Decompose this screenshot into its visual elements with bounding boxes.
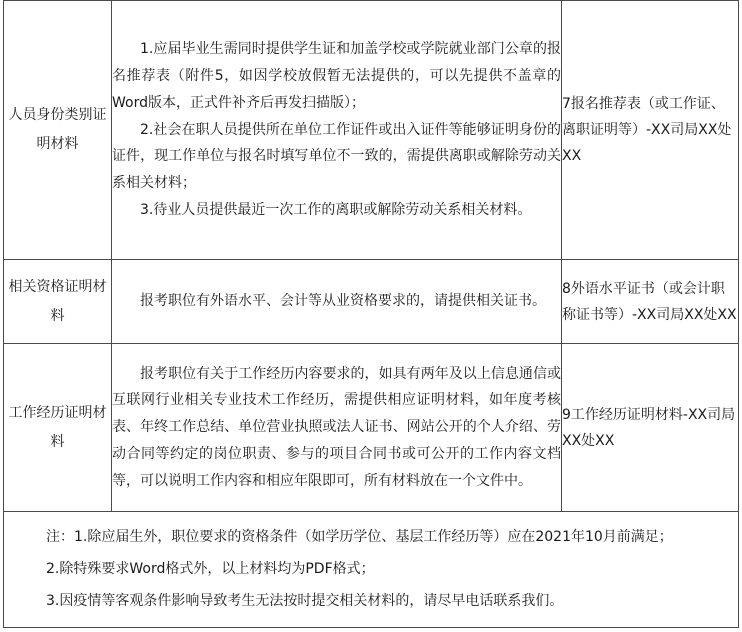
file-name-label: 9工作经历证明材料-XX司局XX处XX (562, 406, 736, 449)
notes-cell (4, 512, 739, 628)
requirement-cell (112, 344, 562, 512)
requirement-text: 报考职位有关于工作经历内容要求的，如具有两年及以上信息通信或互联网行业相关专业技术工作经历，需提供相应证明材料，如年度考核表、年终工作总结、单位营业执照或法人证书、网站公开的个人介绍、劳动合同等约定的岗位职责、参与的项目合同书或可公开的工作内容文档等，可以说明工作内容和相应年限即可，所有材料放在一个文件中。 (112, 365, 561, 489)
table-row (4, 1, 739, 260)
note-item: 3.因疫情等客观条件影响导致考生无法按时提交相关材料的，请尽早电话联系我们。 (46, 593, 564, 609)
category-label: 相关资格证明材料 (8, 278, 107, 324)
category-label: 人员身份类别证明材料 (8, 107, 107, 152)
table-row (4, 260, 739, 344)
note-item: 2.除特殊要求Word格式外，以上材料均为PDF格式； (46, 561, 375, 577)
file-name-label: 7报名推荐表（或工作证、离职证明等）-XX司局XX处XX (562, 96, 732, 164)
category-cell (4, 260, 112, 344)
materials-table (3, 0, 739, 628)
category-label: 工作经历证明材料 (8, 404, 107, 450)
requirement-text: 1.应届毕业生需同时提供学生证和加盖学校或学院就业部门公章的报名推荐表（附件5，如因学校放假暂无法提供的，可以先提供不盖章的Word版本，正式件补齐后再发扫描版）； (112, 41, 561, 111)
table-row (4, 344, 739, 512)
file-name-cell (562, 260, 739, 344)
category-cell (4, 1, 112, 260)
file-name-cell (562, 1, 739, 260)
file-name-label: 8外语水平证书（或会计职称证书等）-XX司局XX处XX (562, 280, 737, 323)
note-item: 注：1.除应届生外，职位要求的资格条件（如学历学位、基层工作经历等）应在2021年10月前满足； (46, 529, 673, 545)
requirement-cell (112, 1, 562, 260)
requirement-text: 2.社会在职人员提供所在单位工作证件或出入证件等能够证明身份的证件，现工作单位与报名时填写单位不一致的，需提供离职或解除劳动关系相关材料； (112, 121, 561, 192)
notes-row (4, 512, 739, 628)
requirement-text: 3.待业人员提供最近一次工作的离职或解除劳动关系相关材料。 (140, 201, 532, 218)
requirement-cell (112, 260, 562, 344)
category-cell (4, 344, 112, 512)
file-name-cell (562, 344, 739, 512)
requirement-text: 报考职位有外语水平、会计等从业资格要求的，请提供相关证书。 (140, 293, 546, 310)
